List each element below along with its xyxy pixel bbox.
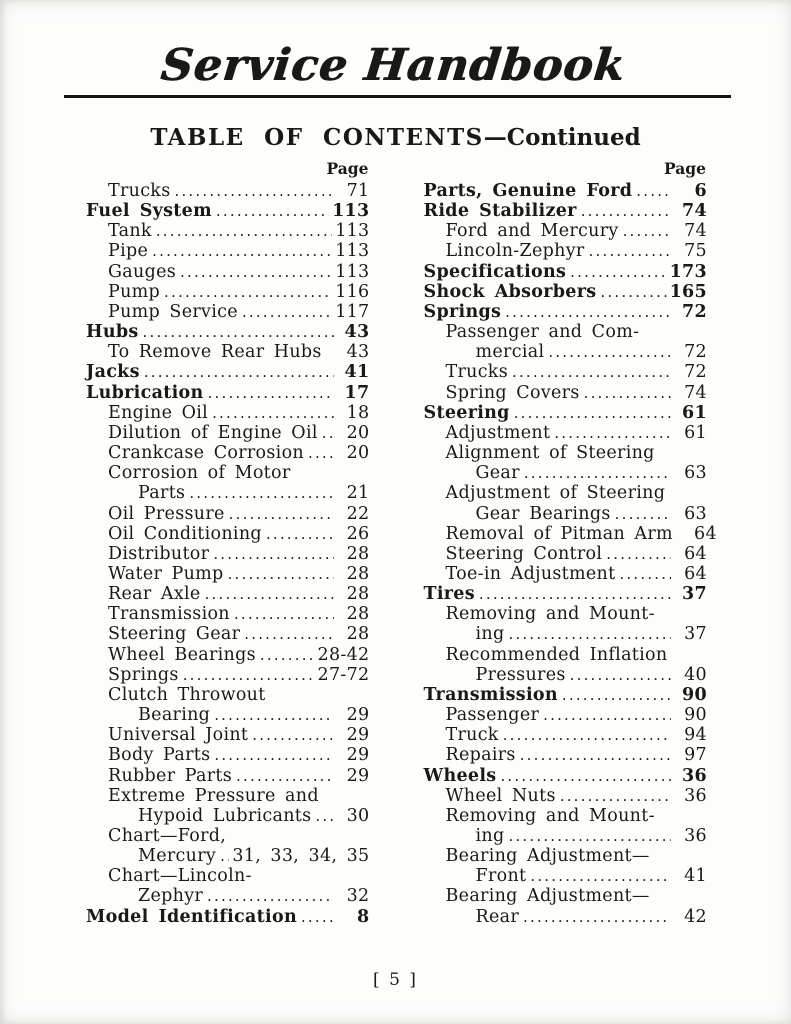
toc-entry-label: mercial — [475, 342, 545, 363]
dot-leader — [175, 181, 334, 201]
toc-entry — [424, 463, 708, 483]
toc-entry — [424, 886, 708, 906]
dot-leader — [216, 201, 329, 221]
book-title: Service Handbook — [158, 40, 629, 91]
toc-entry — [86, 886, 370, 906]
toc-entry — [424, 564, 708, 584]
toc-entry-label: Passenger and Com- — [445, 322, 640, 343]
toc-entry-page: 94 — [684, 725, 707, 746]
toc-entry-page: 6 — [694, 181, 707, 201]
toc-entry-label: Truck — [445, 725, 499, 746]
dot-leader — [581, 201, 671, 221]
toc-entry-label: Pump Service — [108, 301, 238, 322]
toc-entry-page: 29 — [346, 745, 370, 766]
dot-leader — [570, 665, 671, 685]
toc-entry — [86, 423, 370, 443]
toc-entry — [424, 866, 708, 886]
toc-entry-label: Oil Pressure — [108, 503, 225, 524]
toc-entry-label: Clutch Throwout — [108, 684, 266, 705]
toc-entry-page: 40 — [684, 664, 707, 685]
toc-entry-label: Springs — [423, 301, 502, 322]
page-number: [ 5 ] — [373, 970, 418, 990]
toc-entry — [86, 624, 370, 644]
toc-entry — [86, 866, 370, 886]
toc-entry-page: 28 — [346, 584, 370, 605]
toc-entry-page: 74 — [684, 382, 707, 403]
toc-entry-page: 29 — [346, 705, 370, 726]
toc-entry-page: 74 — [684, 221, 707, 242]
toc-entry-page: 36 — [682, 765, 707, 786]
toc-entry-label: Oil Conditioning — [108, 523, 262, 544]
toc-entry — [424, 523, 717, 544]
dot-leader — [543, 705, 671, 725]
toc-entry-label: Front — [475, 866, 527, 887]
toc-entry-label: Steering Control — [445, 543, 603, 564]
toc-entry — [424, 483, 708, 503]
toc-entry-page: 113 — [335, 241, 370, 262]
dot-leader — [208, 383, 334, 403]
toc-entry — [424, 282, 708, 302]
dot-leader — [207, 886, 333, 906]
toc-entry — [424, 846, 708, 866]
toc-entry-page: 28-42 — [317, 644, 370, 665]
toc-entry-label: Transmission — [108, 604, 230, 625]
toc-entry — [86, 342, 370, 362]
toc-entry-label: Body Parts — [108, 745, 211, 766]
toc-entry — [86, 786, 370, 806]
toc-entry — [86, 584, 370, 604]
toc-entry-label: ing — [475, 826, 505, 846]
toc-entry-label: Spring Covers — [445, 382, 580, 403]
toc-entry — [86, 282, 370, 302]
toc-entry-label: Pressures — [475, 664, 566, 685]
dot-leader — [183, 665, 315, 685]
dot-leader — [220, 846, 229, 866]
toc-entry — [86, 544, 370, 564]
dot-leader — [570, 262, 666, 282]
page-title — [0, 124, 791, 151]
dot-leader — [156, 221, 332, 241]
toc-entry — [424, 645, 708, 665]
toc-entry-label: Tank — [108, 221, 152, 242]
toc-entry-page: 28 — [346, 543, 370, 564]
toc-entry-label: Hubs — [86, 322, 139, 343]
dot-leader — [619, 564, 671, 584]
toc-entry — [86, 463, 370, 483]
toc-entry-page: 43 — [344, 322, 370, 343]
toc-entry-label: Distributor — [108, 543, 210, 564]
toc-entry-label: Rubber Parts — [108, 765, 233, 786]
toc-entry-page: 29 — [346, 725, 370, 746]
page-column-label: Page — [326, 159, 369, 178]
toc-entry-page: 71 — [346, 181, 370, 201]
dot-leader — [530, 866, 671, 886]
dot-leader — [189, 483, 333, 503]
toc-entry-page: 64 — [684, 543, 707, 564]
toc-entry — [86, 907, 370, 927]
toc-entry-label: Gauges — [108, 261, 177, 282]
toc-entry-label: Springs — [108, 664, 179, 685]
toc-column-right — [423, 159, 717, 927]
toc-entry — [86, 504, 370, 524]
toc-entry — [424, 504, 708, 524]
toc-entry-page: 20 — [346, 422, 370, 443]
toc-entry-label: Universal Joint — [108, 725, 249, 746]
toc-entry-label: Pump — [108, 281, 161, 302]
toc-entry — [424, 745, 708, 765]
toc-entry-label: Parts — [138, 483, 186, 504]
toc-entry-label: Dilution of Engine Oil — [108, 422, 318, 443]
toc-entry — [424, 584, 708, 604]
toc-entry — [424, 907, 708, 927]
toc-entry-label: Chart—Ford, — [108, 826, 227, 846]
toc-entry-label: Extreme Pressure and — [108, 785, 319, 806]
toc-entry — [86, 665, 370, 685]
toc-entry-label: Model Identification — [86, 906, 297, 927]
toc-entry-page: 74 — [682, 201, 707, 222]
dot-leader — [180, 262, 332, 282]
toc-entry-page: 173 — [669, 261, 707, 282]
toc-entry-page: 26 — [346, 523, 370, 544]
toc-entry-label: Wheel Bearings — [108, 644, 256, 665]
toc-entry-label: Specifications — [423, 261, 567, 282]
dot-leader — [229, 504, 334, 524]
toc-entry-label: Engine Oil — [108, 402, 209, 423]
toc-entry-page: 28 — [346, 604, 370, 625]
toc-entry-label: Rear Axle — [108, 584, 201, 605]
header-rule — [64, 95, 731, 98]
toc-entry-page: 36 — [684, 785, 707, 806]
toc-entry-page: 27-72 — [317, 664, 370, 685]
toc-entry — [424, 423, 708, 443]
dot-leader — [228, 564, 334, 584]
dot-leader — [212, 403, 333, 423]
dot-leader — [606, 544, 671, 564]
dot-leader — [600, 282, 666, 302]
toc-entry-page: 20 — [346, 443, 370, 464]
dot-leader — [500, 766, 671, 786]
toc-entry — [86, 604, 370, 624]
toc-entry-page: 64 — [684, 563, 707, 584]
toc-entry — [424, 241, 708, 261]
toc-entry-label: Wheels — [423, 765, 497, 786]
toc-entry-label: Recommended Inflation — [445, 644, 668, 665]
dot-leader — [548, 342, 671, 362]
toc-entry-label: Adjustment of Steering — [445, 483, 666, 504]
toc-entry — [86, 403, 370, 423]
toc-entry — [86, 262, 370, 282]
toc-entry — [424, 665, 708, 685]
dot-leader — [244, 624, 333, 644]
dot-leader — [524, 463, 671, 483]
toc-entry — [424, 544, 708, 564]
toc-entry-label: Parts, Genuine Ford — [423, 181, 633, 201]
page-column-label: Page — [664, 159, 706, 178]
toc-entry-label: Crankcase Corrosion — [108, 443, 304, 464]
dot-leader — [523, 907, 671, 927]
toc-entry-label: Lubrication — [86, 382, 204, 403]
toc-entry-page: 61 — [682, 402, 707, 423]
toc-entry-label: Shock Absorbers — [423, 281, 597, 302]
dot-leader — [520, 745, 671, 765]
toc-entry — [86, 201, 370, 221]
page-title-caps: TABLE OF CONTENTS — [150, 124, 484, 151]
toc-entry — [424, 201, 708, 221]
toc-entry-page: 17 — [344, 382, 370, 403]
toc-entry — [86, 483, 370, 503]
toc-entry-label: Alignment of Steering — [445, 443, 655, 464]
dot-leader — [144, 362, 334, 382]
toc-entry-label: Chart—Lincoln- — [108, 866, 252, 887]
dot-leader — [234, 604, 334, 624]
toc-entry — [86, 181, 370, 201]
toc-entry-label: Adjustment — [445, 422, 551, 443]
dot-leader — [623, 221, 671, 241]
dot-leader — [514, 403, 671, 423]
toc-entry-page: 113 — [335, 221, 370, 242]
toc-entry-page: 21 — [346, 483, 370, 504]
page-title-suffix: —Continued — [483, 124, 641, 151]
toc-entry-page: 90 — [682, 684, 707, 705]
toc-entry-page: 41 — [684, 866, 707, 887]
toc-entry-page: 36 — [684, 826, 707, 846]
toc-entry-label: Mercury — [138, 846, 217, 867]
toc-entry-label: Toe-in Adjustment — [445, 563, 616, 584]
toc-entry-label: Fuel System — [86, 201, 212, 222]
toc-entry-label: Steering — [423, 402, 510, 423]
dot-leader — [615, 504, 671, 524]
dot-leader — [505, 302, 671, 322]
toc-entry — [424, 705, 708, 725]
toc-entry-label: Bearing — [138, 705, 211, 726]
dot-leader — [560, 786, 671, 806]
dot-leader — [214, 705, 333, 725]
dot-leader — [260, 645, 315, 665]
toc-entry — [86, 322, 370, 342]
toc-entry — [86, 745, 370, 765]
toc-entry-page: 31, 33, 34, 35 — [232, 846, 370, 867]
dot-leader — [301, 907, 334, 927]
dot-leader — [152, 241, 332, 261]
dot-leader — [589, 241, 671, 261]
dot-leader — [308, 443, 334, 463]
dot-leader — [508, 826, 671, 846]
dot-leader — [205, 584, 334, 604]
toc-entry-label: ing — [475, 624, 505, 645]
toc-columns — [0, 151, 791, 927]
toc-entry-page: 117 — [335, 301, 370, 322]
toc-entry — [86, 645, 370, 665]
toc-entry-page: 113 — [335, 261, 370, 282]
toc-entry — [424, 342, 708, 362]
toc-entries-0 — [86, 181, 370, 927]
toc-entry — [424, 362, 708, 382]
toc-entry — [424, 383, 708, 403]
toc-entry — [424, 766, 708, 786]
toc-column-left — [86, 159, 370, 927]
toc-entry — [424, 221, 708, 241]
toc-entry — [424, 181, 708, 201]
toc-entry-label: Lincoln-Zephyr — [445, 241, 585, 262]
toc-entry — [86, 302, 370, 322]
toc-entry-page: 72 — [684, 342, 707, 363]
dot-leader — [164, 282, 332, 302]
toc-entry — [424, 624, 708, 644]
toc-entry-label: Gear — [475, 463, 520, 484]
toc-entry-page: 72 — [684, 362, 707, 383]
toc-entry — [424, 826, 708, 846]
dot-leader — [213, 544, 333, 564]
toc-entry-page: 43 — [346, 342, 370, 363]
toc-entries-1 — [423, 181, 717, 927]
dot-leader — [562, 685, 671, 705]
toc-entry-label: Repairs — [445, 745, 516, 766]
toc-entry-label: Ride Stabilizer — [423, 201, 577, 222]
toc-entry-label: Hypoid Lubricants — [138, 805, 312, 826]
toc-entry-page: 41 — [344, 362, 370, 383]
toc-entry-label: Ford and Mercury — [445, 221, 619, 242]
toc-entry — [86, 766, 370, 786]
toc-entry — [86, 725, 370, 745]
toc-entry-label: Removing and Mount- — [445, 805, 655, 826]
toc-entry — [86, 221, 370, 241]
dot-leader — [508, 624, 671, 644]
toc-entry-page: 63 — [684, 503, 707, 524]
toc-entry-label: Pipe — [108, 241, 149, 262]
dot-leader — [512, 362, 671, 382]
toc-entry-label: Passenger — [445, 705, 540, 726]
dot-leader — [554, 423, 671, 443]
dot-leader — [322, 423, 334, 443]
toc-entry — [424, 403, 708, 423]
dot-leader — [266, 524, 334, 544]
toc-entry-page: 113 — [332, 201, 370, 222]
dot-leader — [479, 584, 671, 604]
toc-entry-label: Transmission — [423, 684, 558, 705]
toc-entry-page: 42 — [684, 906, 707, 927]
toc-entry-page: 165 — [669, 281, 707, 302]
toc-entry-label: Water Pump — [108, 563, 224, 584]
toc-entry — [86, 846, 370, 866]
toc-entry — [424, 262, 708, 282]
toc-entry-label: Steering Gear — [108, 624, 241, 645]
toc-entry-page: 37 — [682, 584, 707, 605]
toc-entry-page: 22 — [346, 503, 370, 524]
dot-leader — [242, 302, 332, 322]
toc-entry-label: Corrosion of Motor — [108, 463, 291, 484]
toc-entry-page: 116 — [335, 281, 370, 302]
toc-entry-label: Removal of Pitman Arm — [445, 523, 673, 544]
toc-entry-page: 63 — [684, 463, 707, 484]
toc-entry — [86, 524, 370, 544]
toc-entry — [424, 302, 708, 322]
toc-entry-page: 8 — [357, 906, 370, 927]
toc-entry-label: Zephyr — [138, 886, 204, 907]
toc-entry-page: 97 — [684, 745, 707, 766]
toc-entry-page: 72 — [682, 301, 707, 322]
toc-entry — [86, 806, 370, 826]
toc-entry — [86, 383, 370, 403]
dot-leader — [636, 181, 671, 201]
toc-entry — [86, 362, 370, 382]
toc-entry — [424, 685, 708, 705]
toc-entry-page: 28 — [346, 624, 370, 645]
dot-leader — [214, 745, 333, 765]
toc-entry — [424, 786, 708, 806]
toc-entry-label: Removing and Mount- — [445, 604, 655, 625]
dot-leader — [252, 725, 333, 745]
toc-entry-page: 32 — [346, 886, 370, 907]
toc-entry-page: 18 — [346, 402, 370, 423]
toc-entry-label: Trucks — [108, 181, 171, 201]
dot-leader — [236, 766, 333, 786]
toc-entry-label: Rear — [475, 906, 520, 927]
toc-entry — [424, 806, 708, 826]
toc-entry-page: 75 — [684, 241, 707, 262]
toc-entry-page: 64 — [694, 523, 717, 544]
toc-entry-page: 29 — [346, 765, 370, 786]
toc-entry — [424, 322, 708, 342]
toc-entry-label: Gear Bearings — [475, 503, 611, 524]
toc-entry-label: Trucks — [445, 362, 508, 383]
toc-entry-page: 61 — [684, 422, 707, 443]
toc-entry-page: 37 — [684, 624, 707, 645]
toc-entry-page: 90 — [684, 705, 707, 726]
toc-entry-label: To Remove Rear Hubs — [108, 342, 322, 363]
toc-entry-label: Tires — [423, 584, 475, 605]
dot-leader — [315, 806, 333, 826]
toc-entry-page: 30 — [346, 805, 370, 826]
dot-leader — [503, 725, 671, 745]
toc-entry-label: Bearing Adjustment— — [445, 886, 650, 907]
toc-entry — [424, 443, 708, 463]
toc-entry — [424, 604, 708, 624]
toc-entry — [86, 685, 370, 705]
toc-entry-label: Wheel Nuts — [445, 785, 556, 806]
dot-leader — [584, 383, 671, 403]
toc-entry — [86, 443, 370, 463]
toc-entry — [86, 705, 370, 725]
toc-entry-page: 28 — [346, 563, 370, 584]
toc-entry — [86, 826, 370, 846]
toc-entry — [86, 564, 370, 584]
toc-entry — [424, 725, 708, 745]
dot-leader — [143, 322, 334, 342]
toc-entry — [86, 241, 370, 261]
toc-entry-label: Jacks — [86, 362, 140, 383]
toc-entry-label: Bearing Adjustment— — [445, 846, 650, 867]
